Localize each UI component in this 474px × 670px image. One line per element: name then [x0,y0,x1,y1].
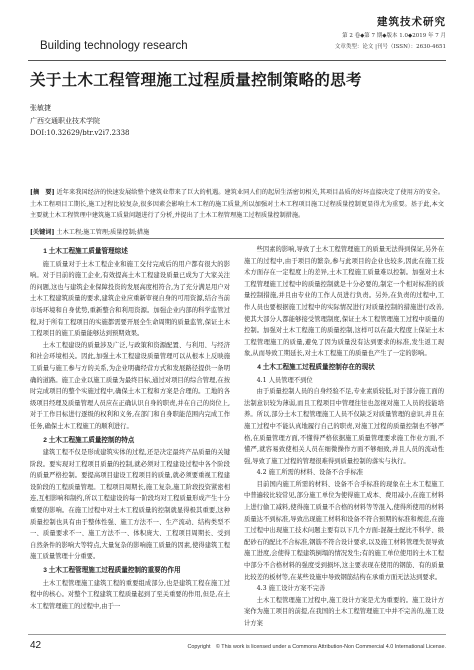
abstract-label: [摘 要] [30,189,55,196]
body-paragraph: 土木工程管理施工建筑工程的重要组成部分,也是建筑工程在施工过程中的核心。对整个工程建筑工程质量起到了至关重要的作用,但是,在土木工程管理施工的过程中,由于一 [30,579,230,610]
footer-divider [28,634,446,635]
body-paragraph: 建筑工程不仅是形成建筑实体的过程,还是决定最终产品质量的关键阶段。要实现对工程项目质量的控制,就必须对工程建设过程中各个阶段的质量严格控制。要提高项目建设工程项目的质量,就必须要重视工程建设阶段的工程质量管理。工程项目周期长,施工复杂,施工阶段投资紧密相连,互相影响和制约,所以工程建设的每一阶段均对工程质量形成产生十分重要的影响。在施工过程中对土木工程质量的控制就显得极其重要,这种质量控制也具有由于整体性强、施工方法不一、生产流动、结构类型不一、质量要求不一、施工方法不一、体积庞大、工程项目周期长、受到自然条件的影响大等特点,大量复杂的影响施工质量的因素,使得建筑工程施工质量管理十分重要。 [30,449,230,561]
body-column-left [30,244,230,612]
subsection-heading: 4.2 施工所需的材料、设备不合乎标准 [256,469,364,477]
subsection-heading: 4.1 人员管理不到位 [256,376,313,384]
section-heading: 3 土木工程管理施工过程质量控制的重要的作用 [43,567,181,575]
section-heading: 4 土木工程施工过程质量控制存在的现状 [257,363,375,371]
author-affiliation: 广西交通职业技术学院 [30,117,100,125]
issn-info: 文章类型：论文 |刊号（ISSN）：2630-4651 [334,44,446,50]
subsection-heading: 4.3 施工设计方案不完善 [256,585,326,593]
abstract-text: 近年来我国经济的快速发展给整个建筑业带来了巨大的机遇。建筑业同人们的起居生活密切相关,其项目品质的好坏直接决定了使用方的安全。土木工程项目工期长,施工过程比较复杂,很多因素会影响土木工程的施工质量,所以加强对土木工程项目施工过程质量控制更显得尤为重要。基于此,本文主要就土木工程管理中建筑施工质量问题进行了分析,并提出了土木工程管理施工过程质量控制措施。 [30,189,445,219]
body-paragraph: 土木工程管理施工过程中,施工设计方案是尤为重要的。施工设计方案作为施工项目的前提,在我国的土木工程管理施工中并不完善的,施工设计方案 [244,596,444,627]
keywords-text: 土木工程;施工管理;质量控制;措施 [56,229,150,236]
abstract [30,187,444,222]
section-heading: 2 土木工程施工质量控制的特点 [43,436,135,444]
article-title: 关于土木工程管理施工过程质量控制策略的思考 [30,70,362,89]
section-heading: 1 土木工程施工质量管理综述 [43,248,128,255]
page-number: 42 [30,640,42,651]
issue-info: 第 2 卷◆第 7 期◆版本 1.0◆2019 年 7 月 [342,33,446,39]
body-paragraph: 些因素的影响,导致了土木工程管理施工的质量无法得到保证,另外在施工的过程中,由于项目的繁杂,参与此项目的企业也较多,因此在施工技术方面存在一定程度上的差异,土木工程施工质量难以控制。加强对土木工程管理施工过程中的质量控制就是十分必要的,制定一个相对标准的质量控制措施,并且由专业的工作人员进行负责。另外,在负责的过程中,工作人员也要根据施工过程中的实际情况进行对质量控制的措施进行改善,使其大部分人都能够接受管理制度,保证土木工程管理施工过程中质量的控制。加强对土木工程施工的质量控制,这样可以在最大程度上保证土木工程管理施工的质量,避免了因为质量没有达到要求的标准,发生返工现象,从而导致工期延长,对土木工程施工的质量也产生了一定的影响。 [244,246,444,358]
keywords-label: [关键词] [30,229,55,236]
body-paragraph: 土木工程建设的质量涉及广泛,与政策和资源配置、与利用、与经济和社会环境相关。因此,加强土木工程建设质量管理可以从根本上反映施工质量与施工参与方的关系,为企业明确经营方式和发展路径提供一条明确的道路。施工企业以施工质量为最终目标,通过对项目的综合管理,在按时完成项目的整个实施过程中,确保土木工程和方案是合理的。工地的各级项目经理及质量管理人员应在正确认识自身的职责,并在自己的岗位上,对于工作目标进行逐级的权利和义务,在部门和自身职能范围内完成工作任务,确保土木工程施工的顺利进行。 [30,341,230,430]
doi: DOI:10.32629/btr.v2i7.2338 [30,129,130,137]
body-column-right [244,244,444,630]
keywords-divider [30,238,444,239]
body-paragraph: 由于质量控制人员的自身经验不足,专业素质较低,对于部分施工面的法制意识较为薄弱,而且工程项目中管理往往也忽视对施工人员的技能培养。所以,部分土木工程管理施工人员不仅缺乏对质量管理的意识,并且在施工过程中不能认真地履行自己的职责,对施工过程的质量控制也不够严格,在质量管理方面,不懂得严格依据施工质量管理要求施工作业方面,不懂严,就容易致使相关人员在细微操作方面不够细致,并且人员的流动性强,导致了施工过程的管理很难得到质量控制的落实与执行。 [244,388,444,465]
author-name: 张敏捷 [30,104,51,112]
keywords [30,227,149,236]
header-divider [28,60,446,61]
body-paragraph: 目前国内施工所需的材料、设备不合乎标准的现象在土木工程施工中普遍较比较常见,部分施工单位为使得施工成本、费用减小,在施工材料上进行偷工减料,使得施工质量不合格的材料等等混入,使得所使用的材料质量达不到标准,导致出现施工材料和设备不符合预期的标准和规范,在施工过程中出现施工技术问题主要有以下几个方面:混凝土配比不科学、级配砂石的配比不合标准,钢筋不符合设计要求,以及施工材料管理失误导致施工进度,会使得工程建筑倒塌的情况发生;有的施工单位使用的土木工程中部分不合格材料的强度受到损坏,这主要表现在使用的钢筋、有的质量比较差的板材等,在某些设施中导致钢筋结构在承重方面无法达到要求。 [244,480,444,581]
journal-name-english: Building technology research [40,40,188,52]
journal-name-chinese: 建筑技术研究 [377,16,446,28]
copyright-notice: Copyright © This work is licensed under a Commons Attribution-Non Commercial 4.0 International License. [187,644,446,650]
body-paragraph: 施工质量对于土木工程企业和施工交付完成后的用户都有很大的影响。对于目前的施工企业,有效提高土木工程建设质量已成为了大家关注的问题,这也与建筑企业保障投资的发展高度相符合,为了充分满足用户对土木工程建筑质量的要求,建筑企业应重新审视自身的可用资源,结合当前市场环境和自身优势,重新整合和利用资源。加强企业内部的科学监管过程,对于所有工程项目的实施都需要开展全生命周期的质量监管,保证土木工程项目的施工质量能够达到预期效果。 [30,260,230,338]
